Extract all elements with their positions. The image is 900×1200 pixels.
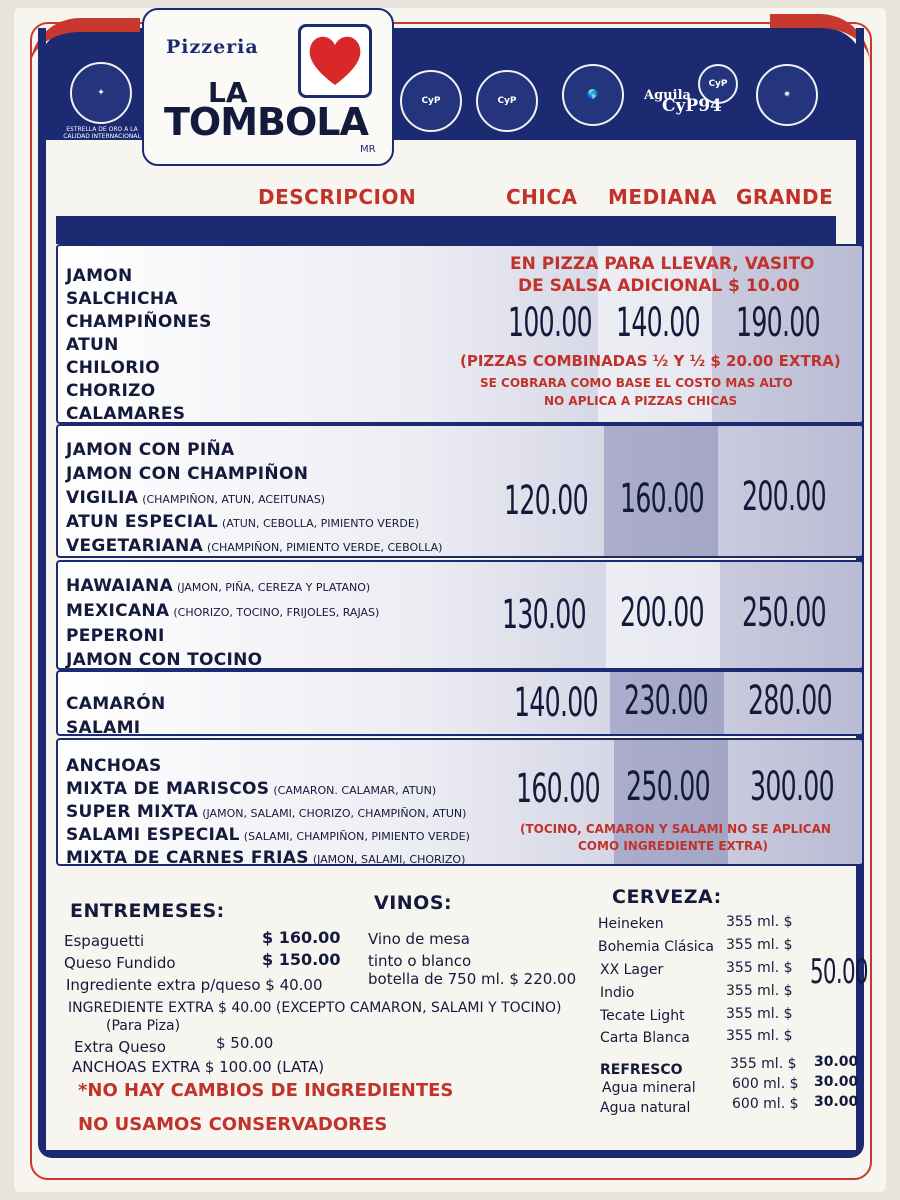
col-mediana: MEDIANA bbox=[608, 185, 717, 209]
col-chica: CHICA bbox=[506, 185, 578, 209]
drink-size: 355 ml. $ bbox=[730, 1056, 797, 1072]
entremeses-title: ENTREMESES: bbox=[70, 900, 225, 922]
cyp-badge-icon: CyP bbox=[698, 64, 738, 104]
col-grande: GRANDE bbox=[736, 185, 834, 209]
menu-item: HAWAIANA (JAMON, PIÑA, CEREZA Y PLATANO) bbox=[66, 576, 371, 596]
drink-name: REFRESCO bbox=[600, 1062, 683, 1078]
menu-item: SUPER MIXTA (JAMON, SALAMI, CHORIZO, CHAMPIÑON, ATUN) bbox=[66, 802, 467, 822]
drink-name: Agua natural bbox=[600, 1100, 691, 1116]
beer-size: 355 ml. $ bbox=[726, 1028, 793, 1044]
menu-item: SALAMI bbox=[66, 718, 141, 736]
menu-item: CHAMPIÑONES bbox=[66, 312, 212, 332]
takeaway-note: DE SALSA ADICIONAL $ 10.00 bbox=[518, 276, 800, 296]
globe-seal-icon: 🌎 bbox=[562, 64, 624, 126]
quality-seal-icon: ✦ bbox=[70, 62, 132, 124]
menu-group-3 bbox=[56, 560, 864, 670]
beer-size: 355 ml. $ bbox=[726, 937, 793, 953]
extra-ingredient-note: COMO INGREDIENTE EXTRA) bbox=[578, 839, 768, 853]
price-grande: 200.00 bbox=[742, 474, 826, 520]
beer-price: 50.00 bbox=[810, 952, 868, 992]
logo-mr: MR bbox=[360, 144, 376, 155]
logo-pizzeria: Pizzeria bbox=[166, 36, 259, 58]
entremes-price: $ 150.00 bbox=[262, 950, 341, 969]
entremes-name: Queso Fundido bbox=[64, 954, 176, 972]
menu-group-2 bbox=[56, 424, 864, 558]
vino-line: botella de 750 ml. $ 220.00 bbox=[368, 970, 577, 988]
price-mediana: 140.00 bbox=[616, 300, 700, 346]
menu-item: JAMON bbox=[66, 266, 133, 286]
cyp94-label: CyP94 bbox=[662, 96, 722, 116]
extra-queso-price: $ 50.00 bbox=[216, 1034, 274, 1052]
drink-price: 30.00 bbox=[814, 1054, 859, 1070]
price-mediana: 230.00 bbox=[624, 678, 708, 724]
price-grande: 280.00 bbox=[748, 678, 832, 724]
heart-icon bbox=[298, 24, 372, 98]
drink-size: 600 ml. $ bbox=[732, 1096, 799, 1112]
menu-group-1 bbox=[56, 244, 864, 424]
price-chica: 120.00 bbox=[504, 478, 588, 524]
takeaway-note: EN PIZZA PARA LLEVAR, VASITO bbox=[510, 254, 815, 274]
star-seal-icon: ✷ bbox=[756, 64, 818, 126]
beer-name: Heineken bbox=[598, 916, 664, 932]
menu-item: CHORIZO bbox=[66, 381, 156, 401]
extra-ingredient-note: (TOCINO, CAMARON Y SALAMI NO SE APLICAN bbox=[520, 822, 831, 836]
menu-group-4 bbox=[56, 670, 864, 736]
seal-caption: ESTRELLA DE ORO A LA CALIDAD INTERNACIONAL bbox=[63, 126, 141, 140]
menu-item: SALAMI ESPECIAL (SALAMI, CHAMPIÑON, PIMIENTO VERDE) bbox=[66, 825, 470, 845]
price-chica: 100.00 bbox=[508, 300, 592, 346]
menu-item: MIXTA DE MARISCOS (CAMARON. CALAMAR, ATUN) bbox=[66, 779, 437, 799]
beer-name: Bohemia Clásica bbox=[598, 939, 714, 955]
extra-queso: Extra Queso bbox=[74, 1038, 166, 1056]
combined-note: (PIZZAS COMBINADAS ½ Y ½ $ 20.00 EXTRA) bbox=[460, 352, 841, 370]
menu-item: JAMON CON PIÑA bbox=[66, 440, 235, 460]
beer-name: Indio bbox=[600, 985, 635, 1001]
menu-item: CALAMARES bbox=[66, 404, 186, 424]
menu-item: SALCHICHA bbox=[66, 289, 178, 309]
extra-queso-ingrediente: Ingrediente extra p/queso $ 40.00 bbox=[66, 976, 323, 994]
no-changes-note: *NO HAY CAMBIOS DE INGREDIENTES bbox=[78, 1080, 454, 1101]
price-mediana: 250.00 bbox=[626, 764, 710, 810]
price-chica: 160.00 bbox=[516, 766, 600, 812]
cyp-seal-icon: CyP bbox=[476, 70, 538, 132]
drink-price: 30.00 bbox=[814, 1074, 859, 1090]
beer-size: 355 ml. $ bbox=[726, 914, 793, 930]
header-divider-bar bbox=[56, 216, 836, 244]
beer-size: 355 ml. $ bbox=[726, 983, 793, 999]
ingrediente-extra: INGREDIENTE EXTRA $ 40.00 (EXCEPTO CAMARON, SALAMI Y TOCINO) bbox=[68, 1000, 562, 1016]
combined-note: SE COBRARA COMO BASE EL COSTO MAS ALTO bbox=[480, 376, 793, 390]
combined-note: NO APLICA A PIZZAS CHICAS bbox=[544, 394, 738, 408]
vino-line: tinto o blanco bbox=[368, 952, 472, 970]
price-chica: 140.00 bbox=[514, 680, 598, 726]
entremes-name: Espaguetti bbox=[64, 932, 145, 950]
vino-line: Vino de mesa bbox=[368, 930, 470, 948]
menu-group-5 bbox=[56, 738, 864, 866]
cerveza-title: CERVEZA: bbox=[612, 886, 722, 908]
price-mediana: 160.00 bbox=[620, 476, 704, 522]
vinos-title: VINOS: bbox=[374, 892, 453, 914]
beer-size: 355 ml. $ bbox=[726, 1006, 793, 1022]
price-grande: 190.00 bbox=[736, 300, 820, 346]
menu-item: ATUN ESPECIAL (ATUN, CEBOLLA, PIMIENTO VERDE) bbox=[66, 512, 420, 532]
cyp-seal-icon: CyP bbox=[400, 70, 462, 132]
menu-item: CHILORIO bbox=[66, 358, 160, 378]
beer-name: Carta Blanca bbox=[600, 1030, 690, 1046]
menu-item: CAMARÓN bbox=[66, 694, 166, 714]
beer-size: 355 ml. $ bbox=[726, 960, 793, 976]
drink-size: 600 ml. $ bbox=[732, 1076, 799, 1092]
no-preservatives-note: NO USAMOS CONSERVADORES bbox=[78, 1114, 388, 1135]
menu-item: ATUN bbox=[66, 335, 119, 355]
menu-item: MEXICANA (CHORIZO, TOCINO, FRIJOLES, RAJAS) bbox=[66, 601, 380, 621]
para-pizza: (Para Piza) bbox=[106, 1018, 181, 1034]
price-grande: 300.00 bbox=[750, 764, 834, 810]
beer-name: XX Lager bbox=[600, 962, 664, 978]
menu-item: JAMON CON CHAMPIÑON bbox=[66, 464, 309, 484]
price-grande: 250.00 bbox=[742, 590, 826, 636]
drink-price: 30.00 bbox=[814, 1094, 859, 1110]
col-descripcion: DESCRIPCION bbox=[258, 185, 417, 209]
menu-item: MIXTA DE CARNES FRIAS (JAMON, SALAMI, CHORIZO) bbox=[66, 848, 466, 866]
menu-item: VIGILIA (CHAMPIÑON, ATUN, ACEITUNAS) bbox=[66, 488, 326, 508]
beer-name: Tecate Light bbox=[600, 1008, 685, 1024]
price-mediana: 200.00 bbox=[620, 590, 704, 636]
price-chica: 130.00 bbox=[502, 592, 586, 638]
drink-name: Agua mineral bbox=[602, 1080, 696, 1096]
entremes-price: $ 160.00 bbox=[262, 928, 341, 947]
logo-la: LA bbox=[208, 76, 248, 109]
logo bbox=[142, 8, 394, 166]
logo-tombola: TOMBOLA bbox=[164, 100, 368, 144]
menu-item: JAMON CON TOCINO bbox=[66, 650, 263, 670]
menu-item: PEPERONI bbox=[66, 626, 165, 646]
anchoas-extra: ANCHOAS EXTRA $ 100.00 (LATA) bbox=[72, 1058, 325, 1076]
menu-item: ANCHOAS bbox=[66, 756, 162, 776]
aguila-label: Aguila bbox=[644, 88, 691, 103]
menu-item: VEGETARIANA (CHAMPIÑON, PIMIENTO VERDE, CEBOLLA) bbox=[66, 536, 443, 556]
